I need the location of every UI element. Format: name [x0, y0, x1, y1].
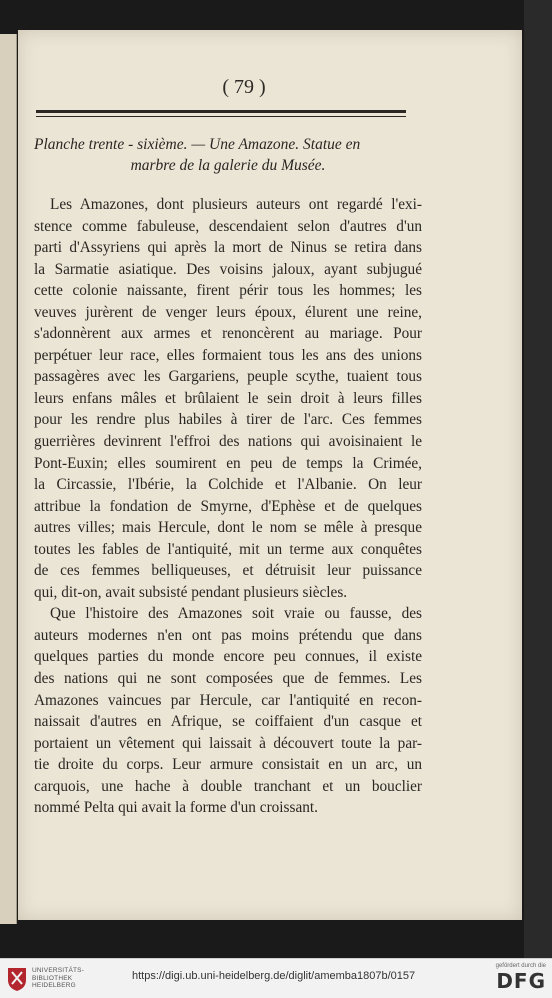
text-line: quelques parties du monde encore peu connues, il existe	[34, 648, 422, 666]
text-line: guerrières devinrent l'effroi des nations qui avoisinaient le	[34, 433, 422, 451]
text-line: Amazones vaincues par Hercule, car l'antiquité en recon-	[34, 691, 422, 709]
text-line: carquois, une hache à double tranchant et un bouclier	[34, 777, 422, 795]
text-line: passagères avec les Gargariens, peuple scythe, tuaient tous	[34, 368, 422, 386]
left-page-edge	[0, 34, 17, 924]
text-line: la Circassie, l'Ibérie, la Colchide et l'Albanie. On leur	[34, 476, 422, 494]
text-line: veuves jurèrent de venger leurs époux, élurent une reine,	[34, 303, 422, 321]
dfg-logo: DFG	[496, 969, 546, 993]
text-line: Que l'histoire des Amazones soit vraie ou fausse, des	[50, 605, 422, 623]
scan-right-margin	[524, 0, 552, 958]
permalink-url[interactable]: https://digi.ub.uni-heidelberg.de/diglit/amemba1807b/0157	[132, 970, 416, 982]
header-rule-thick	[36, 110, 406, 113]
institution-name-line: UNIVERSITÄTS-	[32, 967, 85, 974]
text-line: auteurs modernes n'en ont pas moins prétendu que dans	[34, 626, 422, 644]
text-line: parti d'Assyriens qui après la mort de Ninus se retira dans	[34, 239, 422, 257]
text-line: qui, dit-on, avait subsisté pendant plusieurs siècles.	[34, 583, 348, 601]
institution-name-line: BIBLIOTHEK	[32, 974, 73, 982]
header-rule-thin	[36, 116, 406, 117]
dfg-funding	[486, 962, 546, 996]
viewer-footer	[0, 958, 552, 998]
text-line: perpétuer leur race, elles formaient tous les ans des unions	[34, 346, 422, 364]
plate-caption	[34, 134, 422, 176]
text-line: de ces femmes belliqueuses, et détruisit leur puissance	[34, 562, 422, 580]
text-line: autres villes; mais Hercule, dont le nom se mêle à presque	[34, 519, 422, 537]
text-line: stence comme fabuleuse, descendaient selon d'autres d'un	[34, 217, 422, 235]
text-line: s'adonnèrent aux armes et renoncèrent au mariage. Pour	[34, 325, 422, 343]
text-line: naissait d'autres en Afrique, se coiffaient d'un casque et	[34, 713, 422, 731]
text-line: nommé Pelta qui avait la forme d'un croissant.	[34, 799, 318, 817]
text-line: leurs enfans mâles et brûlaient le sein droit à leurs filles	[34, 389, 422, 407]
caption-line: marbre de la galerie du Musée.	[130, 157, 326, 174]
text-line: des nations qui ne sont composées que de femmes. Les	[34, 670, 422, 688]
text-line: pour les rendre plus habiles à tirer de l'arc. Ces femmes	[34, 411, 422, 429]
page-number: ( 79 )	[222, 76, 266, 98]
text-line: toutes les fables de l'antiquité, mit un terme aux conquêtes	[34, 540, 422, 558]
text-line: Les Amazones, dont plusieurs auteurs ont regardé l'exi-	[50, 196, 422, 213]
funding-note: gefördert durch die	[495, 963, 546, 969]
text-line: tie droite du corps. Leur armure consistait en un arc, un	[34, 756, 422, 774]
institution-name-line: HEIDELBERG	[32, 982, 76, 989]
university-library-logo[interactable]	[6, 964, 106, 994]
text-line: cette colonie naissante, firent périr tous les hommes; les	[34, 282, 422, 300]
text-line: Pont-Euxin; elles soumirent en peu de temps la Crimée,	[34, 454, 422, 472]
book-page	[18, 30, 522, 920]
text-line: attribue la fondation de Smyrne, d'Ephèse et de quelques	[34, 497, 422, 515]
heidelberg-crest-icon	[6, 966, 28, 992]
text-line: portaient un vêtement qui laissait à découvert toute la par-	[34, 734, 422, 752]
institution-name	[32, 967, 84, 990]
body-text	[34, 194, 422, 819]
caption-line: Planche trente - sixième. — Une Amazone. Statue en	[34, 136, 361, 153]
text-line: la Sarmatie asiatique. Des voisins jaloux, ayant subjugué	[34, 260, 422, 278]
